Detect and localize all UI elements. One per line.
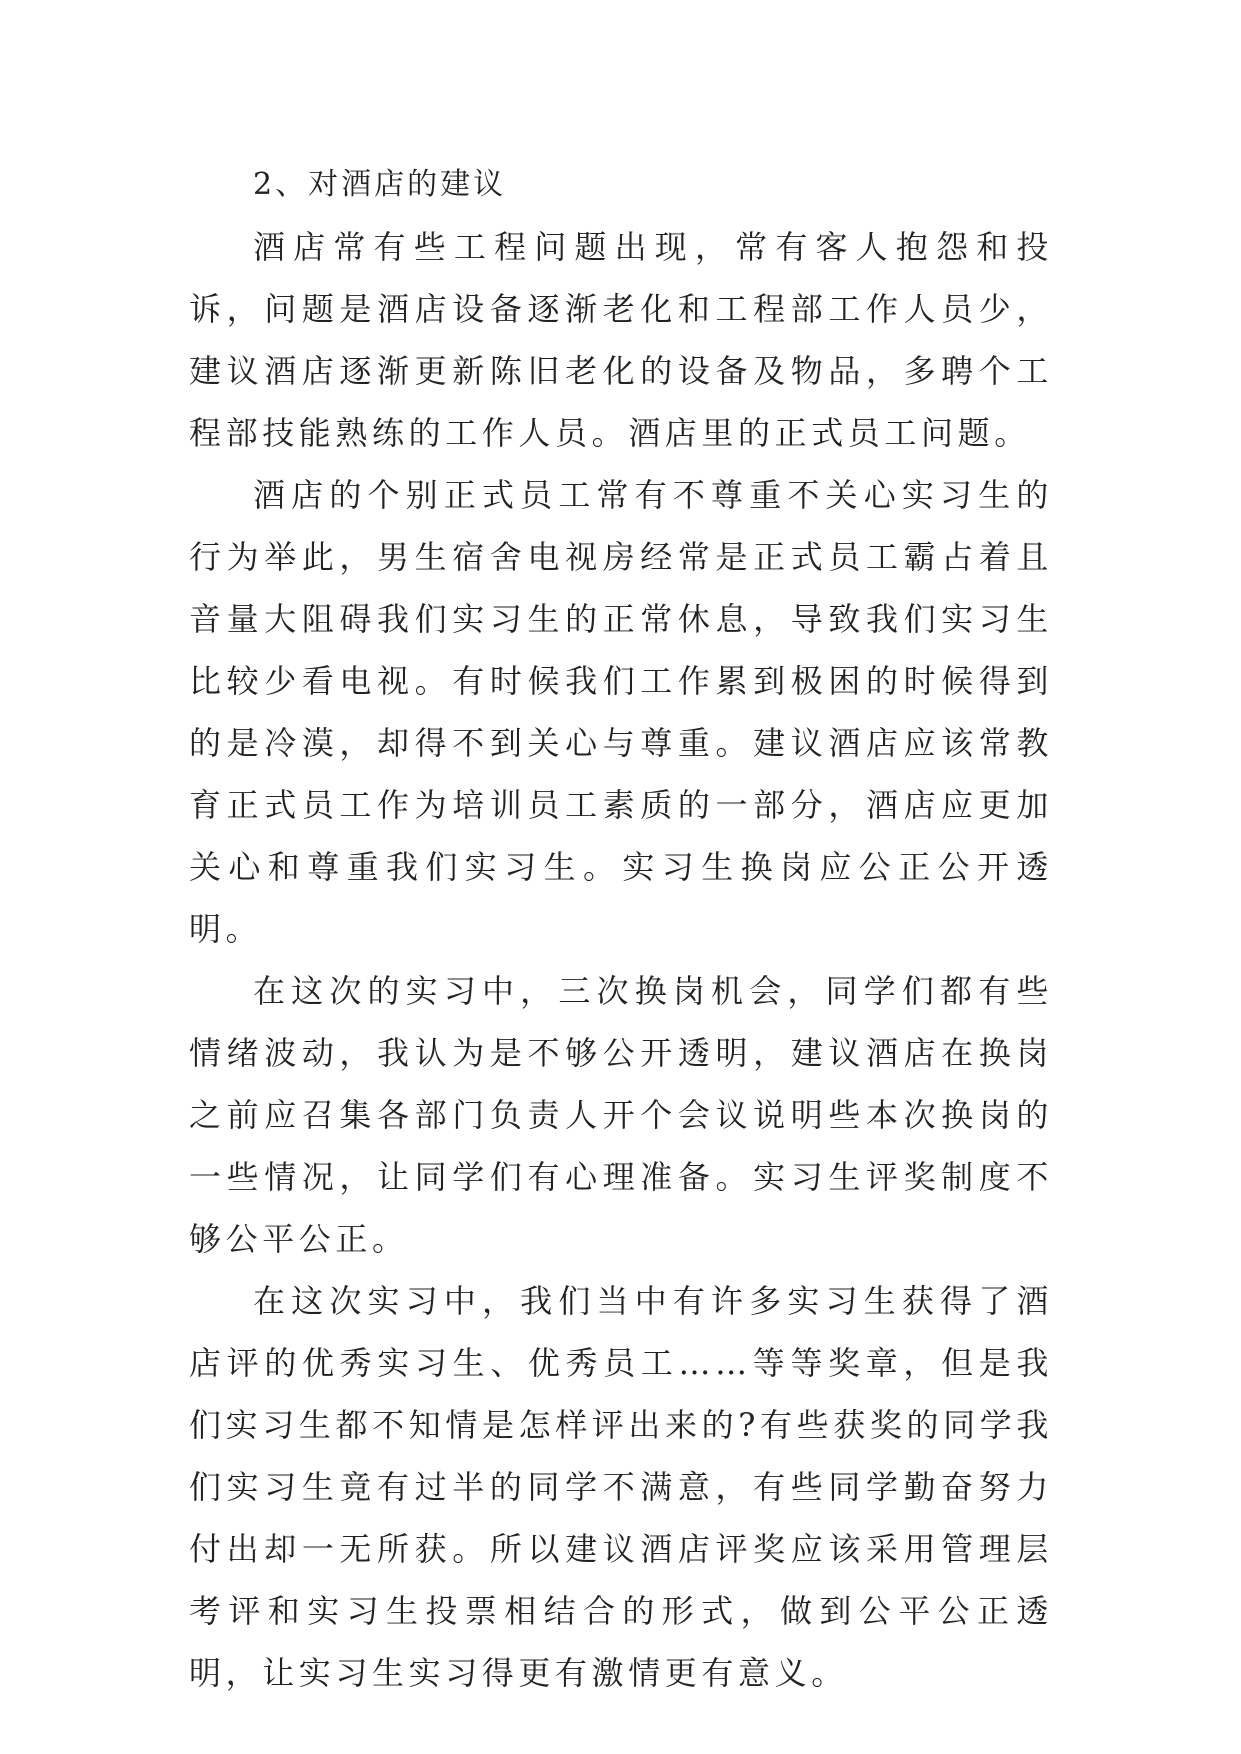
paragraph-award-system: 在这次实习中，我们当中有许多实习生获得了酒店评的优秀实习生、优秀员工……等等奖章，但是我们实习生都不知情是怎样评出来的?有些获奖的同学我们实习生竟有过半的同学不满意，有些同学勤奋努力付出却一无所获。所以建议酒店评奖应该采用管理层考评和实习生投票相结合的形式，做到公平公正透明，让实习生实习得更有激情更有意义。 <box>189 1282 1053 1692</box>
paragraph-engineering-issues: 酒店常有些工程问题出现，常有客人抱怨和投诉，问题是酒店设备逐渐老化和工程部工作人员少，建议酒店逐渐更新陈旧老化的设备及物品，多聘个工程部技能熟练的工作人员。酒店里的正式员工问题。 <box>189 228 1053 452</box>
section-heading: 2、对酒店的建议 <box>253 167 507 202</box>
document-body <box>189 154 1053 1704</box>
paragraph-job-rotation: 在这次的实习中，三次换岗机会，同学们都有些情绪波动，我认为是不够公开透明，建议酒店在换岗之前应召集各部门负责人开个会议说明些本次换岗的一些情况，让同学们有心理准备。实习生评奖制度不够公平公正。 <box>189 972 1053 1258</box>
paragraph-staff-respect: 酒店的个别正式员工常有不尊重不关心实习生的行为举此，男生宿舍电视房经常是正式员工霸占着且音量大阻碍我们实习生的正常休息，导致我们实习生比较少看电视。有时候我们工作累到极困的时候得到的是冷漠，却得不到关心与尊重。建议酒店应该常教育正式员工作为培训员工素质的一部分，酒店应更加关心和尊重我们实习生。实习生换岗应公正公开透明。 <box>189 476 1053 948</box>
